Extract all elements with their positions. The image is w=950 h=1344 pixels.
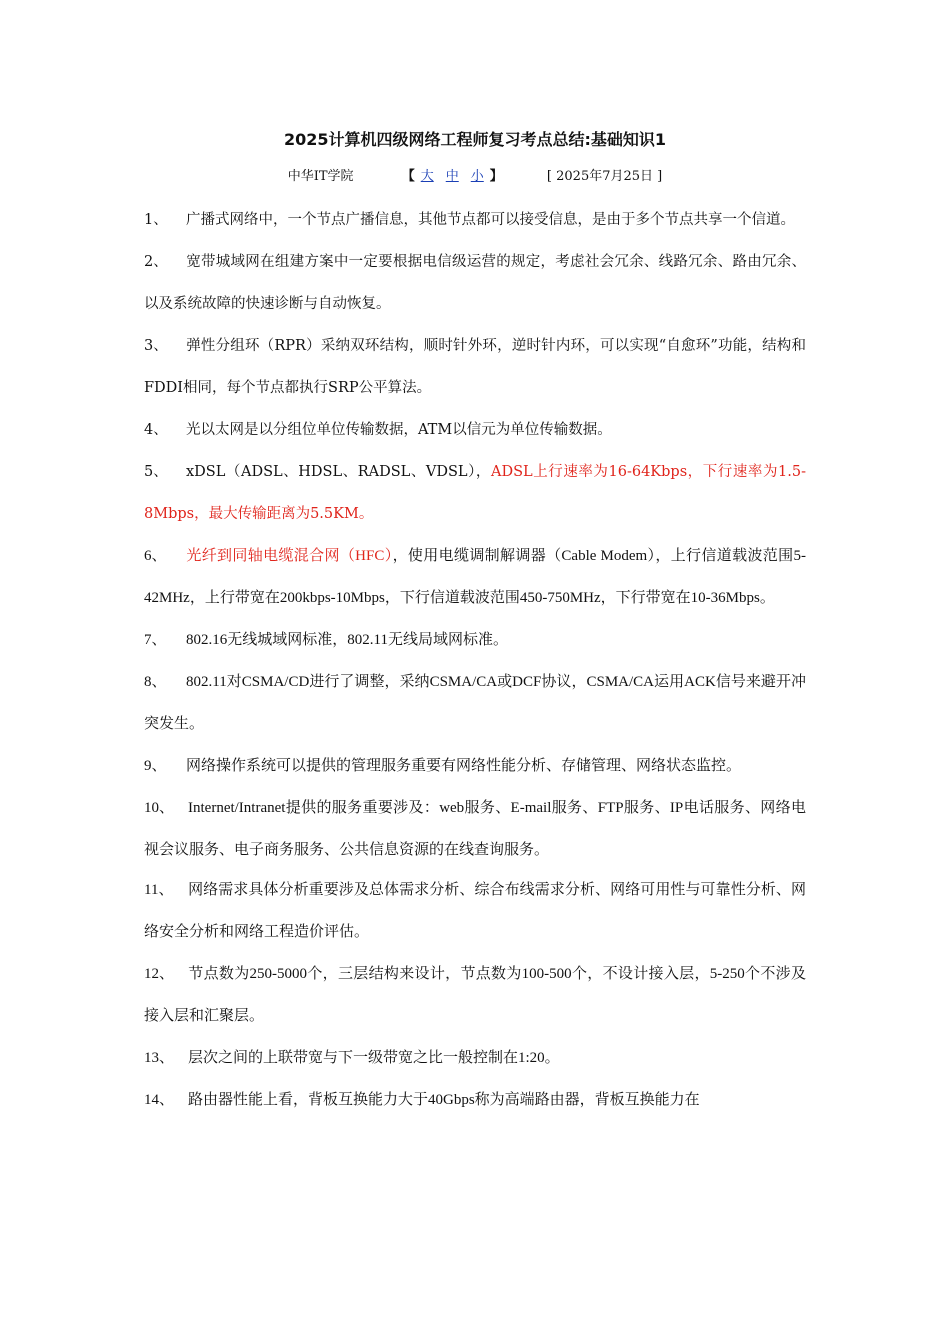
item-text: 网络需求具体分析重要涉及总体需求分析、综合布线需求分析、网络可用性与可靠性分析、网络安全分析和网络工程造价评估。 — [144, 882, 806, 940]
item-number: 5、 — [144, 464, 168, 480]
list-item — [144, 1037, 806, 1079]
page-title: 2025计算机四级网络工程师复习考点总结:基础知识1 — [283, 130, 667, 149]
item-text: Internet/Intranet提供的服务重要涉及：web服务、E-mail服务、FTP服务、IP电话服务、网络电视会议服务、电子商务服务、公共信息资源的在线查询服务。 — [144, 800, 806, 858]
list-item — [144, 409, 806, 451]
item-text: 宽带城域网在组建方案中一定要根据电信级运营的规定，考虑社会冗余、线路冗余、路由冗余、以及系统故障的快速诊断与自动恢复。 — [144, 254, 806, 312]
item-number: 13、 — [144, 1050, 175, 1066]
list-item — [144, 619, 806, 661]
item-text: ，使用电缆调制解调器（Cable Modem），上行信道载波范围5-42MHz，上行带宽在200kbps-10Mbps，下行信道载波范围450-750MHz，下行带宽在10-36Mbps。 — [144, 548, 806, 606]
list-item — [144, 745, 806, 787]
font-size-small-link[interactable]: 小 — [470, 169, 484, 184]
item-number: 10、 — [144, 800, 175, 816]
list-item — [144, 787, 806, 871]
list-item — [144, 325, 806, 409]
item-text: 网络操作系统可以提供的管理服务重要有网络性能分析、存储管理、网络状态监控。 — [186, 758, 742, 774]
list-item — [144, 869, 806, 953]
article-meta — [0, 165, 950, 184]
font-size-medium-link[interactable]: 中 — [445, 169, 459, 184]
item-number: 11、 — [144, 882, 174, 898]
item-text: 802.11对CSMA/CD进行了调整，采纳CSMA/CA或DCF协议，CSMA/CA运用ACK信号来避开冲突发生。 — [144, 674, 806, 732]
item-text: xDSL（ADSL、HDSL、RADSL、VDSL）， — [186, 464, 491, 480]
knowledge-list — [144, 199, 806, 1121]
item-text: 弹性分组环（RPR）采纳双环结构，顺时针外环，逆时针内环，可以实现“自愈环”功能，结构和FDDI相同，每个节点都执行SRP公平算法。 — [144, 338, 806, 396]
bracket-close: 】 — [489, 169, 503, 184]
item-number: 3、 — [144, 338, 168, 354]
item-number: 6、 — [144, 548, 167, 564]
item-number: 8、 — [144, 674, 167, 690]
item-text: 光以太网是以分组位单位传输数据，ATM以信元为单位传输数据。 — [186, 422, 612, 438]
source-label: 中华IT学院 — [287, 169, 354, 184]
list-item — [144, 1079, 806, 1121]
bracket-open: 【 — [401, 169, 415, 184]
item-text: 节点数为250-5000个，三层结构来设计，节点数为100-500个，不设计接入层，5-250个不涉及接入层和汇聚层。 — [144, 966, 806, 1024]
item-number: 1、 — [144, 212, 168, 228]
list-item — [144, 535, 806, 619]
list-item — [144, 953, 806, 1037]
item-text: 802.16无线城域网标准，802.11无线局域网标准。 — [186, 632, 508, 648]
item-number: 12、 — [144, 966, 175, 982]
item-highlight-text: ADSL上行速率为16-64Kbps，下行速率为1.5-8Mbps，最大传输距离为5.5KM。 — [144, 464, 806, 522]
item-number: 2、 — [144, 254, 168, 270]
item-number: 7、 — [144, 632, 167, 648]
list-item — [144, 661, 806, 745]
list-item — [144, 451, 806, 535]
item-number: 4、 — [144, 422, 168, 438]
publish-date: [ 2025年7月25日 ] — [546, 169, 663, 184]
item-text: 层次之间的上联带宽与下一级带宽之比一般控制在1:20。 — [188, 1050, 560, 1066]
list-item — [144, 241, 806, 325]
item-number: 14、 — [144, 1092, 175, 1108]
item-number: 9、 — [144, 758, 167, 774]
item-text: 路由器性能上看，背板互换能力大于40Gbps称为高端路由器，背板互换能力在 — [188, 1092, 700, 1108]
item-text: 广播式网络中，一个节点广播信息，其他节点都可以接受信息，是由于多个节点共享一个信道。 — [186, 212, 795, 228]
font-size-large-link[interactable]: 大 — [420, 169, 434, 184]
item-highlight-text: 光纤到同轴电缆混合网（HFC） — [186, 548, 393, 564]
list-item — [144, 199, 806, 241]
